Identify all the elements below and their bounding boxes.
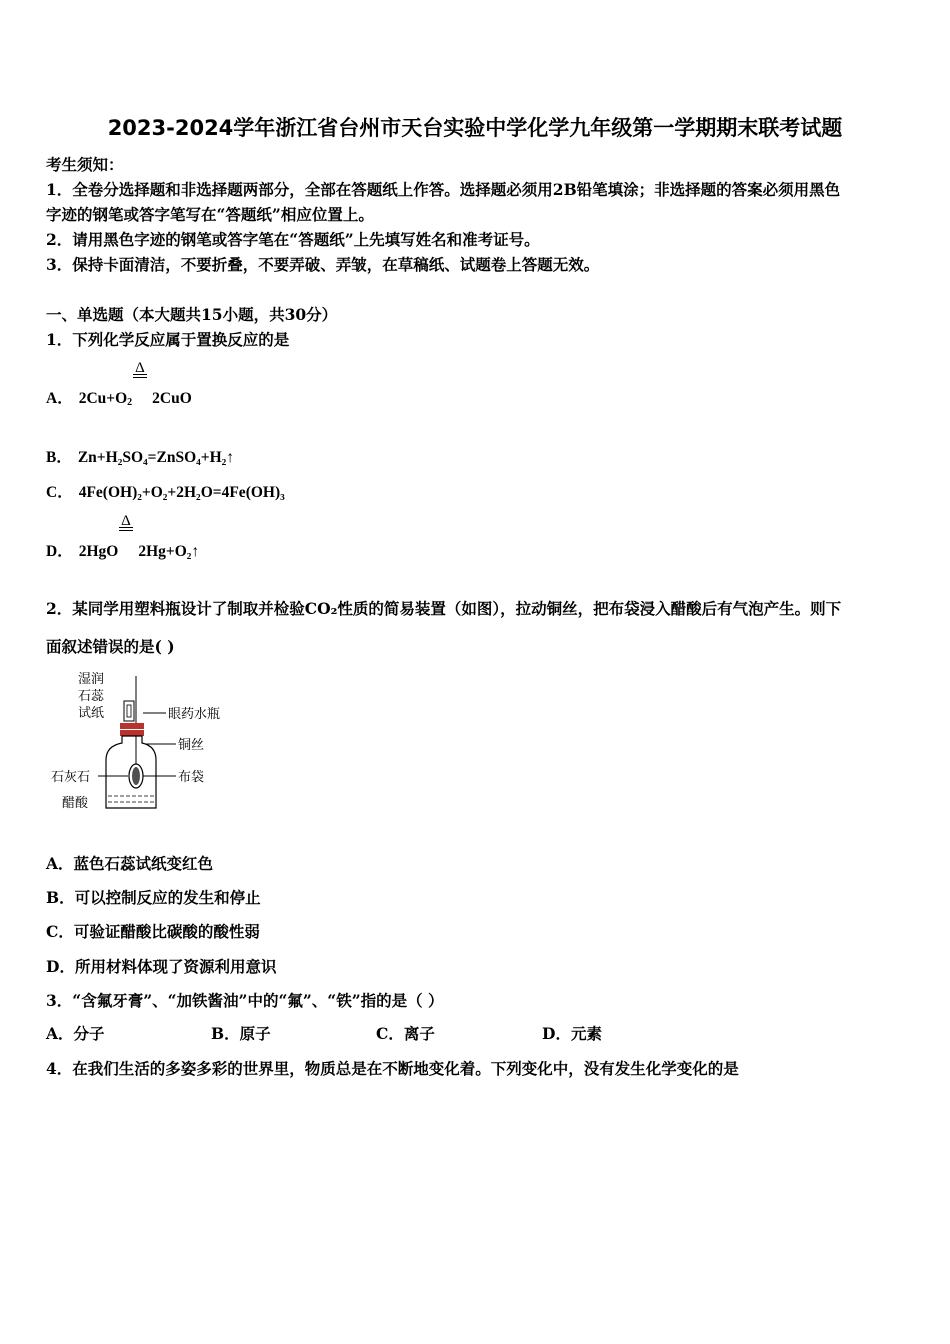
- label-paper: 试纸: [78, 706, 105, 721]
- notice-item-3: 3．保持卡面清洁，不要折叠，不要弄破、弄皱，在草稿纸、试题卷上答题无效。: [46, 255, 600, 274]
- question-2-option-c: C．可验证醋酸比碳酸的酸性弱: [46, 922, 260, 941]
- question-1-option-c: C． 4Fe(OH)₂+O₂+2H₂O=4Fe(OH)₃: [46, 484, 285, 501]
- label-acid: 醋酸: [62, 796, 89, 811]
- apparatus-figure: [48, 668, 238, 816]
- limestone: [132, 767, 140, 785]
- question-1-option-b: B． Zn+H₂SO₄=ZnSO₄+H₂↑: [46, 449, 235, 466]
- question-1-option-d: D． 2HgO 2Hg+O₂↑: [46, 543, 200, 560]
- question-3-option-b: B．原子: [211, 1024, 271, 1043]
- question-1-stem: 1．下列化学反应属于置换反应的是: [46, 330, 290, 349]
- question-1-option-a: A． $2Cu+O_2$ 2CuO: [46, 390, 192, 408]
- question-2-option-b: B．可以控制反应的发生和停止: [46, 888, 261, 907]
- notice-item-2: 2．请用黑色字迹的钢笔或答字笔在“答题纸”上先填写姓名和准考证号。: [46, 230, 540, 249]
- question-3-option-c: C．离子: [376, 1024, 435, 1043]
- question-4-stem: 4．在我们生活的多姿多彩的世界里，物质总是在不断地变化着。下列变化中，没有发生化学变化的是: [46, 1059, 739, 1078]
- label-wire: 铜丝: [178, 738, 205, 753]
- question-3-stem: 3．“含氟牙膏”、“加铁酱油”中的“氟”、“铁”指的是（ ）: [46, 991, 444, 1010]
- question-2-option-d: D．所用材料体现了资源利用意识: [46, 957, 277, 976]
- question-2-stem-1: 2．某同学用塑料瓶设计了制取并检验CO₂性质的简易装置（如图），拉动铜丝，把布袋浸入醋酸后有气泡产生。则下: [46, 599, 842, 618]
- question-3-option-a: A．分子: [46, 1024, 105, 1043]
- question-2-option-a: A．蓝色石蕊试纸变红色: [46, 854, 214, 873]
- label-limestone: 石灰石: [51, 770, 91, 785]
- label-bottle: 眼药水瓶: [168, 707, 221, 722]
- label-wet: 湿润: [78, 672, 105, 687]
- heat-condition-d: Δ: [118, 515, 134, 531]
- exam-title: 2023-2024学年浙江省台州市天台实验中学化学九年级第一学期期末联考试题: [107, 116, 843, 140]
- question-3-option-d: D．元素: [542, 1024, 602, 1043]
- stopper-lower: [120, 730, 144, 736]
- heat-condition-a: Δ: [132, 362, 148, 378]
- stopper-upper: [120, 723, 144, 729]
- label-litmus: 石蕊: [78, 689, 105, 704]
- notice-item-1: 1．全卷分选择题和非选择题两部分，全部在答题纸上作答。选择题必须用2B铅笔填涂；非选择题的答案必须用黑色: [46, 180, 841, 199]
- notice-item-1-cont: 字迹的钢笔或答字笔写在“答题纸”相应位置上。: [46, 205, 374, 224]
- label-bag: 布袋: [178, 770, 205, 785]
- question-2-stem-2: 面叙述错误的是( ): [46, 637, 175, 656]
- section-heading: 一、单选题（本大题共15小题，共30分）: [46, 305, 338, 324]
- notice-heading: 考生须知：: [46, 155, 124, 174]
